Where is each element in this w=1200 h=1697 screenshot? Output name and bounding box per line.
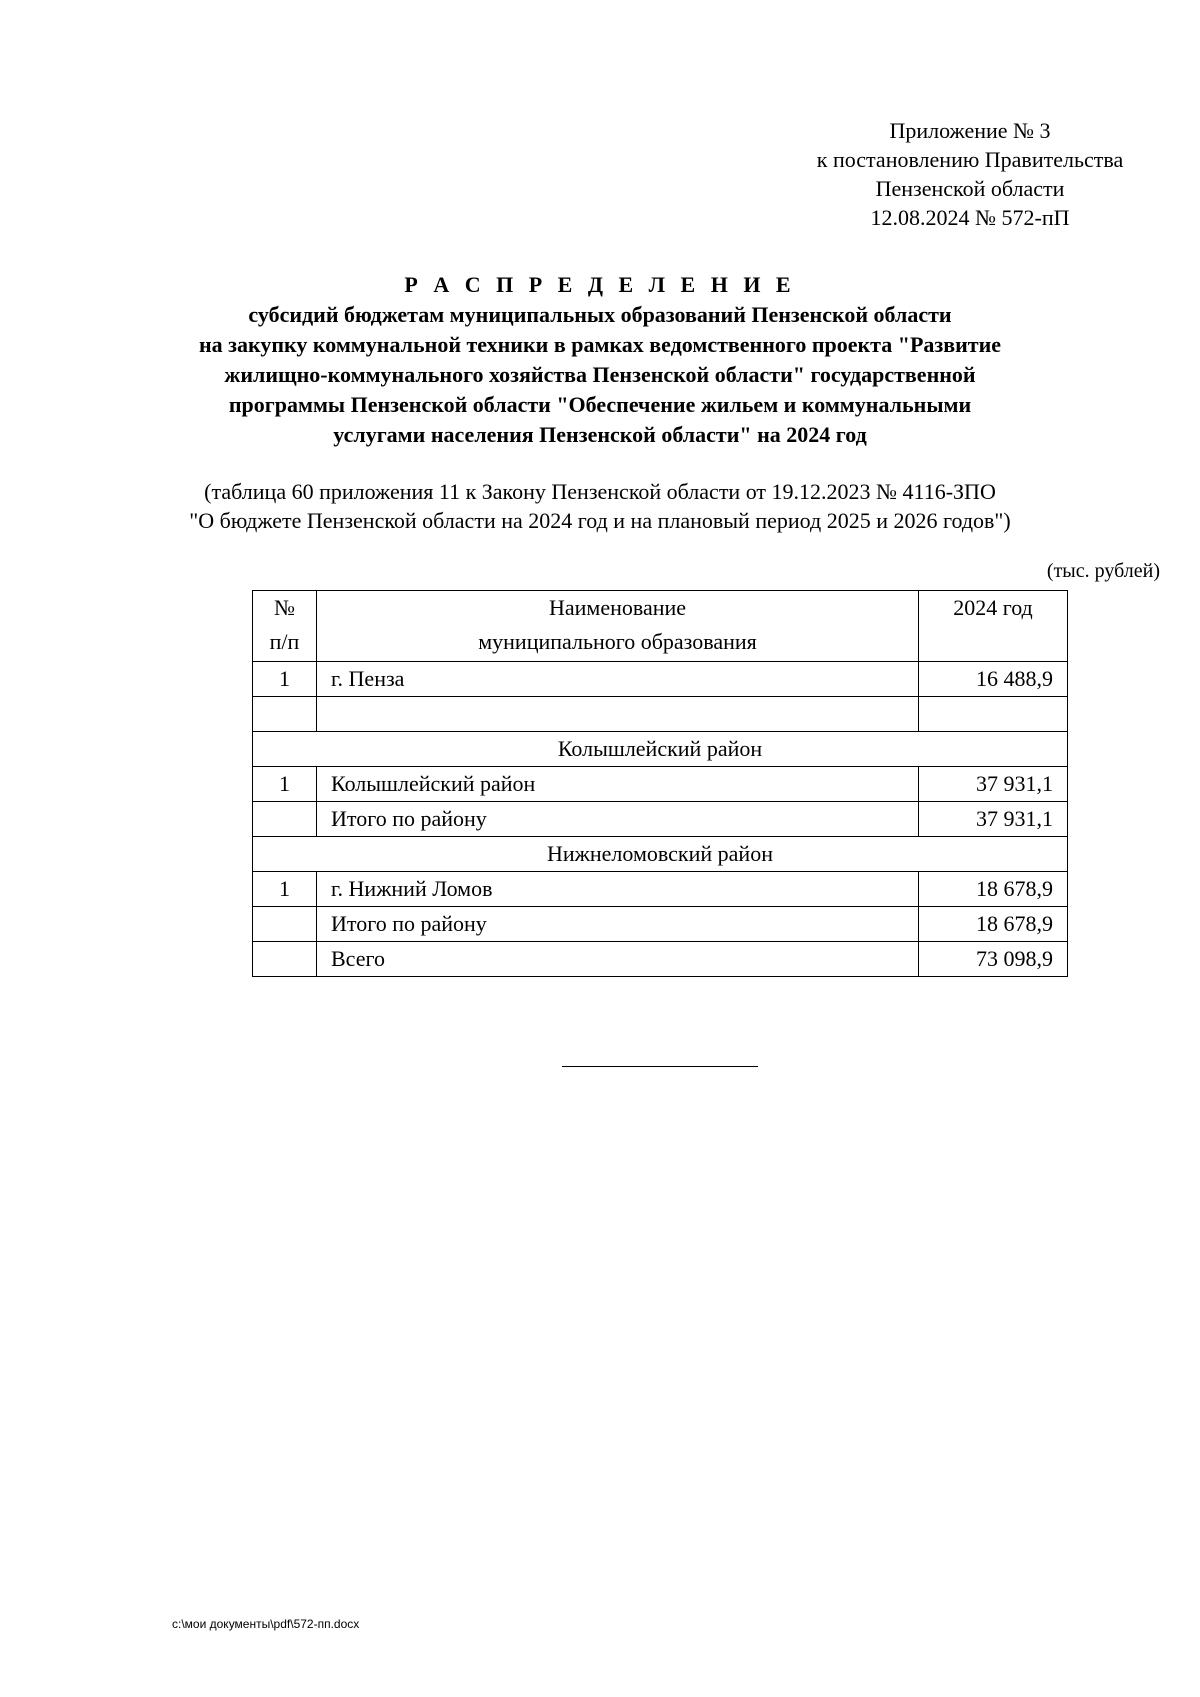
- row-num: 1: [253, 767, 317, 802]
- row-name: [317, 697, 919, 732]
- table-row: [253, 662, 1068, 697]
- row-name: Итого по району: [317, 907, 919, 942]
- appendix-decree: к постановлению Правительства: [816, 147, 1124, 172]
- row-num: [253, 802, 317, 837]
- header-value: 2024 год: [919, 591, 1068, 662]
- row-value: [919, 697, 1068, 732]
- title-line: субсидий бюджетам муниципальных образований Пензенской области: [248, 302, 952, 327]
- row-value: 73 098,9: [919, 942, 1068, 977]
- title-line: жилищно-коммунального хозяйства Пензенской области" государственной: [224, 362, 976, 387]
- table-row: [253, 697, 1068, 732]
- subtotal-row: [253, 907, 1068, 942]
- row-num: [253, 907, 317, 942]
- title-line: услугами населения Пензенской области" на 2024 год: [333, 422, 867, 447]
- row-value: 37 931,1: [919, 802, 1068, 837]
- total-row: [253, 942, 1068, 977]
- row-num: [253, 942, 317, 977]
- footer-file-path: c:\мои документы\pdf\572-пп.docx: [172, 1617, 360, 1631]
- row-value: 18 678,9: [919, 872, 1068, 907]
- section-title: Нижнеломовский район: [253, 837, 1068, 872]
- end-divider: [562, 1066, 758, 1067]
- row-value: 16 488,9: [919, 662, 1068, 697]
- document-title: [100, 270, 1100, 450]
- subtotal-row: [253, 802, 1068, 837]
- appendix-region: Пензенской области: [875, 176, 1065, 201]
- row-name: г. Нижний Ломов: [317, 872, 919, 907]
- row-name: Колышлейский район: [317, 767, 919, 802]
- appendix-header: [780, 116, 1160, 232]
- section-title: Колышлейский район: [253, 732, 1068, 767]
- row-num: 1: [253, 662, 317, 697]
- source-reference: [80, 477, 1120, 535]
- section-row: [253, 837, 1068, 872]
- appendix-number: Приложение № 3: [889, 118, 1051, 143]
- table-header-row: [253, 591, 1068, 662]
- units-label: (тыс. рублей): [1046, 560, 1160, 582]
- row-name: г. Пенза: [317, 662, 919, 697]
- source-line: "О бюджете Пензенской области на 2024 год и на плановый период 2025 и 2026 годов"): [189, 508, 1011, 533]
- distribution-table: [252, 590, 1068, 977]
- title-line: программы Пензенской области "Обеспечение жильем и коммунальными: [228, 392, 972, 417]
- row-value: 18 678,9: [919, 907, 1068, 942]
- table-row: [253, 872, 1068, 907]
- appendix-date-number: 12.08.2024 № 572-пП: [870, 205, 1070, 230]
- table-row: [253, 767, 1068, 802]
- row-name: Всего: [317, 942, 919, 977]
- title-line: на закупку коммунальной техники в рамках ведомственного проекта "Развитие: [198, 332, 1002, 357]
- header-name: Наименование муниципального образования: [317, 591, 919, 662]
- row-num: 1: [253, 872, 317, 907]
- section-row: [253, 732, 1068, 767]
- row-name: Итого по району: [317, 802, 919, 837]
- title-heading: Р А С П Р Е Д Е Л Е Н И Е: [404, 272, 796, 297]
- row-value: 37 931,1: [919, 767, 1068, 802]
- row-num: [253, 697, 317, 732]
- source-line: (таблица 60 приложения 11 к Закону Пензенской области от 19.12.2023 № 4116-ЗПО: [204, 479, 996, 504]
- header-num: № п/п: [253, 591, 317, 662]
